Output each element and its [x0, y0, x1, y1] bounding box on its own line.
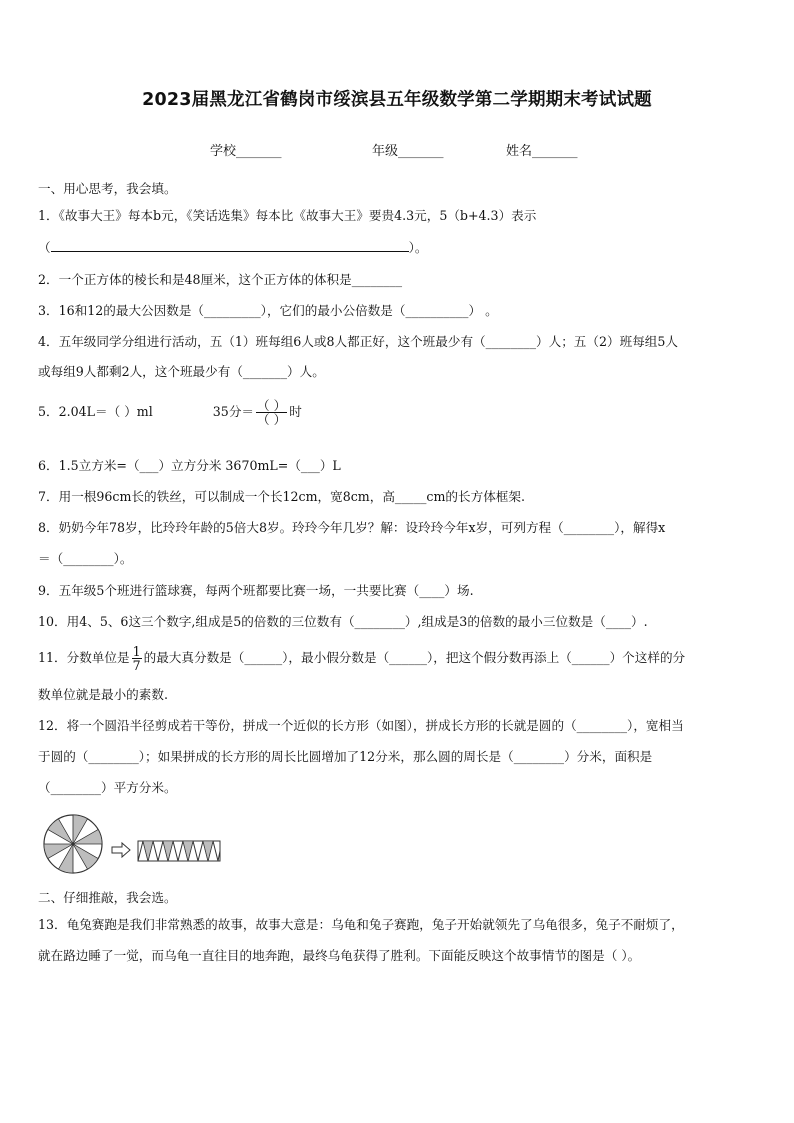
question-5-unit: 时	[289, 404, 302, 419]
fraction-hours	[256, 399, 287, 426]
rearranged-rectangle-icon	[138, 841, 220, 861]
answer-blank-1[interactable]	[51, 238, 409, 252]
question-13-line-2: 就在路边睡了一觉，而乌龟一直往目的地奔跑，最终乌龟获得了胜利。下面能反映这个故事情节的图是（ ）。	[38, 948, 641, 963]
question-5-part-2: 35分＝	[212, 404, 255, 419]
right-arrow-icon	[112, 843, 130, 857]
page-title: 2023届黑龙江省鹤岗市绥滨县五年级数学第二学期期末考试试题	[142, 90, 652, 110]
question-11-line-1	[38, 645, 685, 672]
question-4-line-1: 4．五年级同学分组进行活动，五（1）班每组6人或8人都正好，这个班最少有（________）人；五（2）班每组5人	[38, 334, 678, 349]
question-9: 9．五年级5个班进行篮球赛，每两个班都要比赛一场，一共要比赛（____）场.	[38, 583, 474, 598]
fraction-denominator: 7	[132, 658, 141, 673]
question-4-line-2: 或每组9人都剩2人，这个班最少有（_______）人。	[38, 364, 325, 379]
fraction-denominator[interactable]: （ ）	[257, 412, 287, 427]
question-1-line-2	[38, 238, 427, 257]
school-field[interactable]: 学校_______	[210, 144, 282, 159]
question-13-line-1: 13．龟兔赛跑是我们非常熟悉的故事，故事大意是：乌龟和兔子赛跑，兔子开始就领先了乌龟很多，兔子不耐烦了，	[38, 917, 684, 932]
question-5-part-1: 5．2.04L＝（ ）ml	[38, 404, 153, 419]
fraction-numerator[interactable]: （ ）	[257, 398, 287, 413]
question-8-line-1: 8．奶奶今年78岁，比玲玲年龄的5倍大8岁。玲玲今年几岁？解：设玲玲今年x岁，可列方程（________），解得x	[38, 520, 666, 535]
question-11-part-2: 的最大真分数是（______），最小假分数是（______），把这个假分数再添上（______）个这样的分	[143, 650, 686, 665]
question-3: 3．16和12的最大公因数是（_________），它们的最小公倍数是（__________） 。	[38, 303, 498, 318]
question-2: 2．一个正方体的棱长和是48厘米，这个正方体的体积是________	[38, 272, 403, 287]
section-heading-2: 二、仔细推敲，我会选。	[38, 890, 177, 905]
section-heading-1: 一、用心思考，我会填。	[38, 181, 177, 196]
question-11-part-1: 11．分数单位是	[38, 650, 130, 665]
question-1-line-1: 1．《故事大王》每本b元，《笑话选集》每本比《故事大王》要贵4.3元，5（b+4.3）表示	[38, 208, 537, 223]
name-field[interactable]: 姓名_______	[506, 144, 578, 159]
circle-sectors-icon	[44, 815, 102, 873]
question-6: 6．1.5立方米=（___）立方分米 3670mL=（___）L	[38, 458, 341, 473]
question-12-line-3: （________）平方分米。	[38, 780, 177, 795]
question-10: 10．用4、5、6这三个数字,组成是5的倍数的三位数有（________）,组成是3的倍数的最小三位数是（____）.	[38, 614, 648, 629]
grade-field[interactable]: 年级_______	[372, 144, 444, 159]
circle-to-rectangle-figure	[42, 813, 232, 879]
question-7: 7．用一根96cm长的铁丝，可以制成一个长12cm，宽8cm，高_____cm的长方体框架.	[38, 489, 525, 504]
question-12-line-1: 12．将一个圆沿半径剪成若干等份，拼成一个近似的长方形（如图），拼成长方形的长就是圆的（________），宽相当	[38, 718, 684, 733]
fraction-unit	[132, 645, 142, 672]
fraction-numerator: 1	[132, 644, 141, 659]
paren-open: （	[38, 240, 51, 255]
paren-close: ）。	[408, 240, 428, 255]
question-12-line-2: 于圆的（________）；如果拼成的长方形的周长比圆增加了12分米，那么圆的周长是（________）分米，面积是	[38, 749, 653, 764]
question-8-line-2: ＝（________）。	[38, 551, 133, 566]
question-11-line-2: 数单位就是最小的素数.	[38, 687, 168, 702]
question-5	[38, 399, 302, 426]
